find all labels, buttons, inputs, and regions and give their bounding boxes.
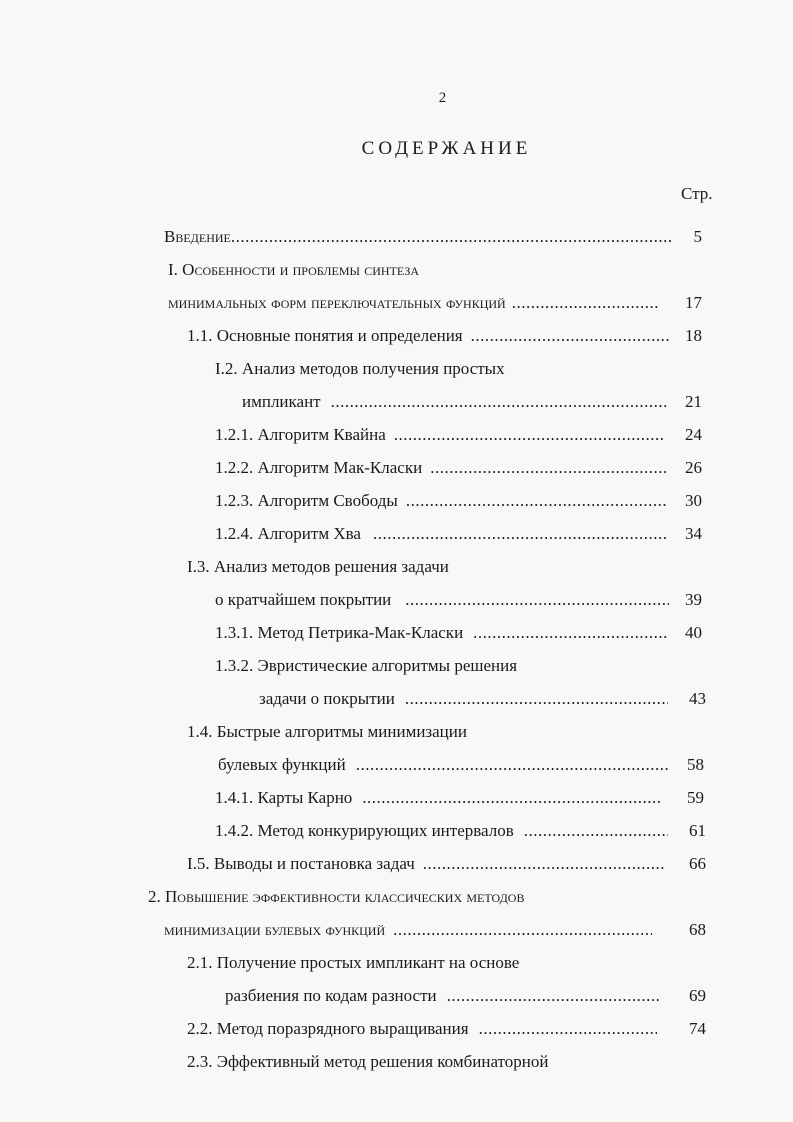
toc-entry — [168, 260, 419, 280]
toc-leader-dots — [479, 1019, 657, 1039]
toc-leader-dots — [423, 854, 664, 874]
toc-entry-title: I.3. Анализ методов решения задачи — [187, 557, 449, 576]
toc-entry — [215, 359, 505, 379]
toc-entry — [187, 953, 519, 973]
toc-entry-page: 5 — [693, 227, 702, 246]
toc-entry-page: 18 — [685, 326, 702, 345]
toc-leader-dots — [373, 524, 668, 544]
toc-entry-title: 1.4. Быстрые алгоритмы минимизации — [187, 722, 467, 741]
toc-entry-page: 24 — [685, 425, 702, 444]
toc-entry-title: импликант — [242, 392, 321, 411]
toc-leader-dots — [430, 458, 668, 478]
toc-entry-page: 43 — [689, 689, 706, 708]
toc-entry-page: 74 — [689, 1019, 706, 1038]
toc-leader-dots — [394, 425, 663, 445]
toc-entry-page: 17 — [685, 293, 702, 312]
toc-leader-dots — [406, 491, 668, 511]
toc-entry — [187, 722, 467, 742]
toc-leader-dots — [405, 689, 668, 709]
toc-entry-page: 21 — [685, 392, 702, 411]
toc-entry-title: 1.4.2. Метод конкурирующих интервалов — [215, 821, 514, 840]
toc-entry-title: минимизации булевых функций — [164, 920, 386, 939]
toc-leader-dots — [231, 227, 671, 247]
page-column-label: Стр. — [681, 184, 713, 203]
toc-entry-title: I.2. Анализ методов получения простых — [215, 359, 505, 378]
toc-entry-page: 26 — [685, 458, 702, 477]
toc-entry-title: Введение — [164, 227, 231, 246]
toc-entry-title: 2.3. Эффективный метод решения комбинаторной — [187, 1052, 549, 1071]
toc-leader-dots — [405, 590, 669, 610]
toc-leader-dots — [356, 755, 670, 775]
page-number: 2 — [438, 90, 447, 106]
toc-entry-page: 34 — [685, 524, 702, 543]
toc-entry-title: 1.3.2. Эвристические алгоритмы решения — [215, 656, 518, 675]
toc-entry — [215, 656, 517, 676]
toc-entry-title: разбиения по кодам разности — [225, 986, 437, 1005]
toc-entry-page: 39 — [685, 590, 702, 609]
toc-entry-title: 1.2.2. Алгоритм Мак-Класки — [215, 458, 423, 477]
toc-entry-page: 59 — [687, 788, 704, 807]
toc-entry-page: 40 — [685, 623, 702, 642]
toc-entry — [187, 557, 449, 577]
toc-entry-title: 2. Повышение эффективности классических методов — [148, 887, 525, 906]
toc-entry-title: 1.2.3. Алгоритм Свободы — [215, 491, 398, 510]
toc-entry-title: I. Особенности и проблемы синтеза — [168, 260, 420, 279]
toc-entry-title: 2.1. Получение простых импликант на основе — [187, 953, 520, 972]
toc-entry — [148, 887, 524, 907]
toc-entry-title: 1.2.1. Алгоритм Квайна — [215, 425, 386, 444]
toc-entry — [187, 1052, 548, 1072]
toc-leader-dots — [512, 293, 658, 313]
toc-leader-dots — [473, 623, 668, 643]
toc-leader-dots — [393, 920, 652, 940]
toc-entry-title: I.5. Выводы и постановка задач — [187, 854, 415, 873]
page-title: СОДЕРЖАНИЕ — [361, 138, 532, 159]
toc-entry-title: 1.3.1. Метод Петрика-Мак-Класки — [215, 623, 464, 642]
toc-entry-page: 69 — [689, 986, 706, 1005]
toc-entry-title: 1.4.1. Карты Карно — [215, 788, 353, 807]
toc-entry-title: минимальных форм переключательных функций — [168, 293, 506, 312]
toc-leader-dots — [471, 326, 671, 346]
toc-entry-page: 61 — [689, 821, 706, 840]
toc-entry-title: задачи о покрытии — [259, 689, 395, 708]
toc-leader-dots — [362, 788, 661, 808]
toc-leader-dots — [447, 986, 659, 1006]
toc-entry-page: 68 — [689, 920, 706, 939]
toc-entry-title: 1.1. Основные понятия и определения — [187, 326, 463, 345]
toc-entry-title: о кратчайшем покрытии — [215, 590, 392, 609]
toc-entry-title: 2.2. Метод поразрядного выращивания — [187, 1019, 469, 1038]
toc-leader-dots — [524, 821, 668, 841]
toc-entry-page: 66 — [689, 854, 706, 873]
toc-entry-page: 30 — [685, 491, 702, 510]
toc-entry-title: булевых функций — [218, 755, 346, 774]
toc-leader-dots — [331, 392, 669, 412]
toc-entry-page: 58 — [687, 755, 704, 774]
toc-entry-title: 1.2.4. Алгоритм Хва — [215, 524, 361, 543]
